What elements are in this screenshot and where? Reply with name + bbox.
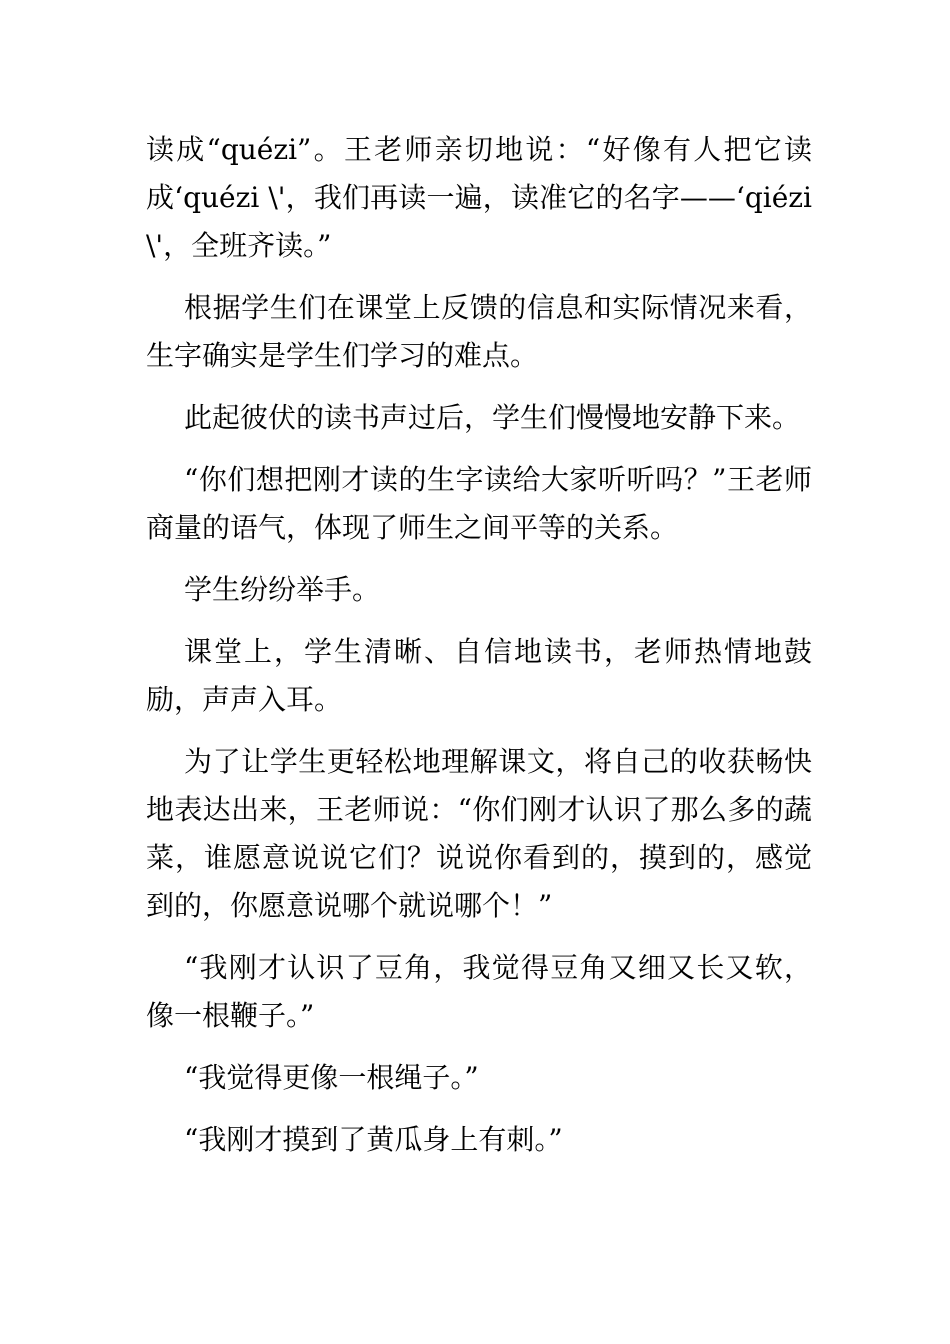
- paragraph-4: “你们想把刚才读的生字读给大家听听吗？”王老师商量的语气，体现了师生之间平等的关系。: [146, 463, 812, 544]
- paragraph-9: “我觉得更像一根绳子。”: [184, 1061, 479, 1094]
- paragraph-10: “我刚才摸到了黄瓜身上有刺。”: [184, 1123, 563, 1156]
- paragraph-7: 为了让学生更轻松地理解课文，将自己的收获畅快地表达出来，王老师说：“你们刚才认识了那么多的蔬菜，谁愿意说说它们？说说你看到的，摸到的，感觉到的，你愿意说哪个就说哪个！”: [146, 745, 812, 922]
- paragraph-2: 根据学生们在课堂上反馈的信息和实际情况来看，生字确实是学生们学习的难点。: [146, 291, 812, 372]
- paragraph-8: “我刚才认识了豆角，我觉得豆角又细又长又软，像一根鞭子。”: [146, 951, 812, 1032]
- paragraph-5: 学生纷纷举手。: [184, 573, 381, 606]
- document-page: [146, 126, 812, 1164]
- paragraph-1: 读成“quézi”。王老师亲切地说：“好像有人把它读成‘quézi \'，我们再读一遍，读准它的名字——‘qiézi\'，全班齐读。”: [146, 133, 812, 262]
- paragraph-6: 课堂上，学生清晰、自信地读书，老师热情地鼓励，声声入耳。: [146, 635, 812, 716]
- paragraph-3: 此起彼伏的读书声过后，学生们慢慢地安静下来。: [184, 401, 801, 434]
